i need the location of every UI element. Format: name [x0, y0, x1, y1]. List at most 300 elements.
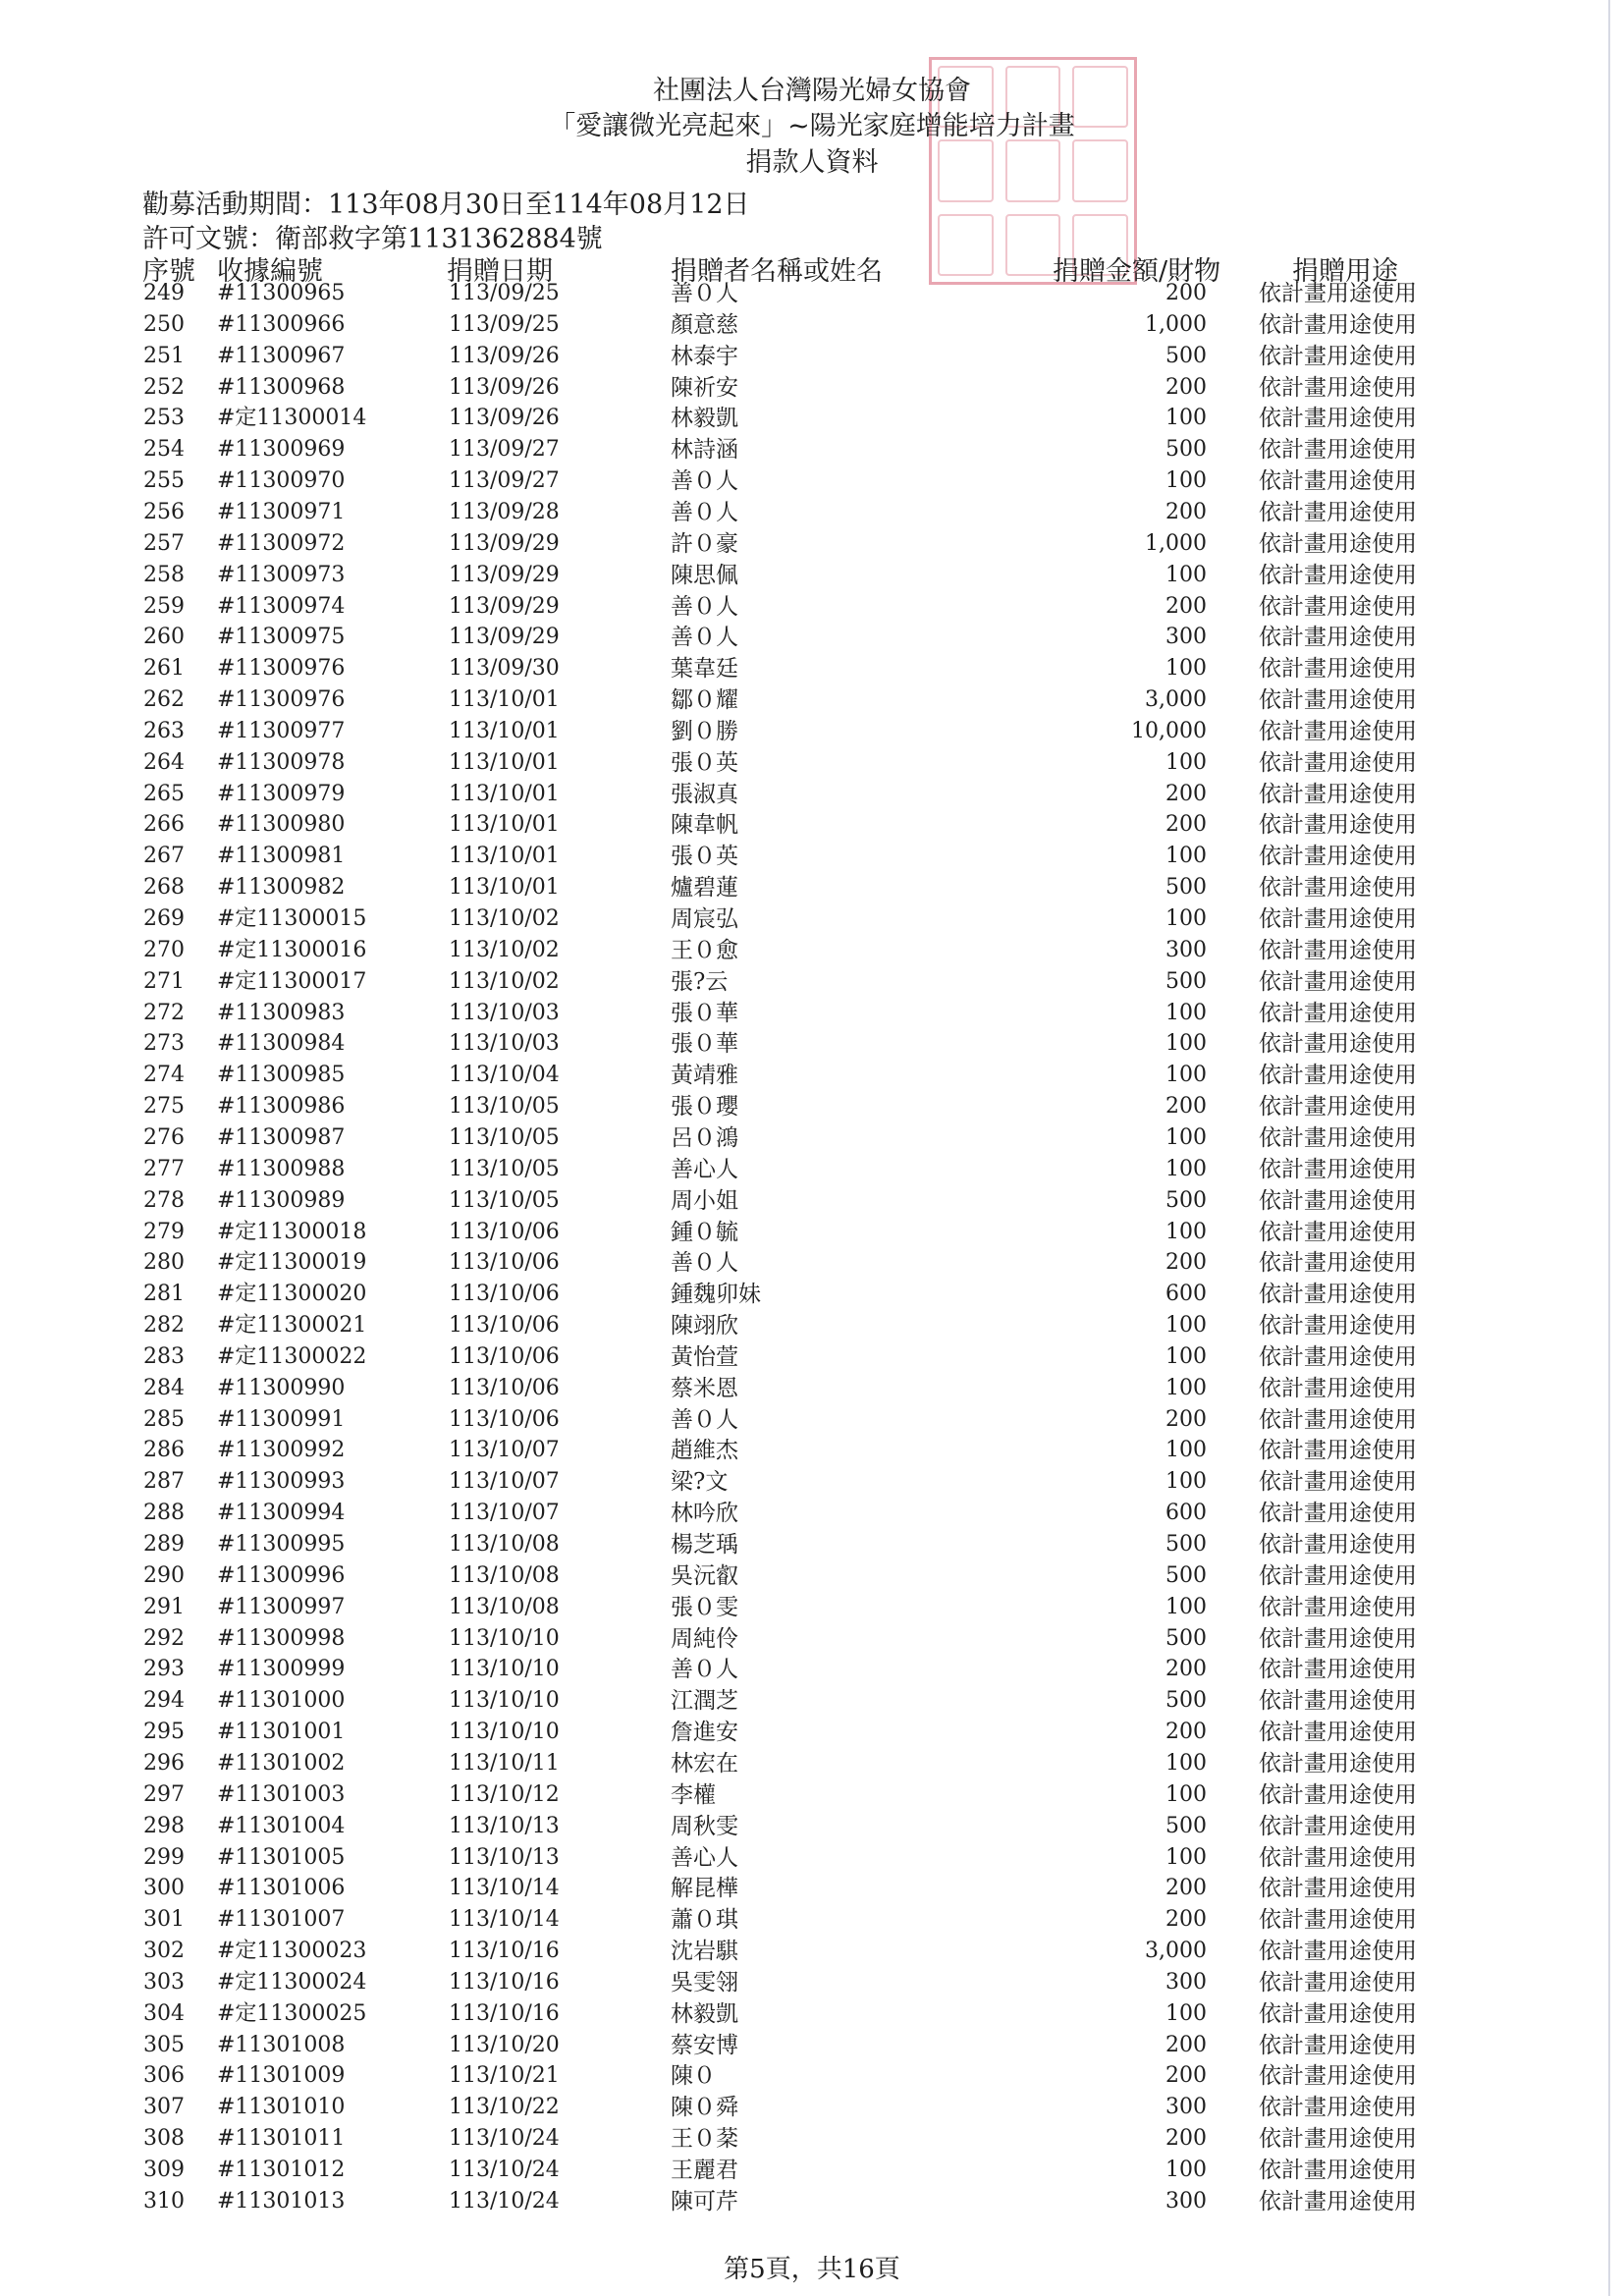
row-receipt-number: #11300990 — [217, 1375, 346, 1400]
row-donor-name: 善０人 — [671, 468, 738, 495]
row-seq: 289 — [143, 1532, 185, 1557]
row-seq: 282 — [143, 1313, 185, 1339]
row-seq: 258 — [143, 562, 185, 587]
row-usage: 依計畫用途使用 — [1259, 468, 1417, 495]
row-seq: 266 — [143, 812, 185, 838]
row-usage: 依計畫用途使用 — [1259, 1844, 1417, 1871]
row-seq: 309 — [143, 2158, 185, 2182]
row-amount: 600 — [1165, 1282, 1207, 1307]
row-usage: 依計畫用途使用 — [1259, 687, 1417, 714]
row-donation-date: 113/10/21 — [449, 2063, 560, 2089]
table-row — [0, 809, 1624, 841]
table-row — [0, 1936, 1624, 1967]
row-receipt-number: #11300993 — [217, 1469, 346, 1495]
row-receipt-number: #定11300016 — [217, 937, 367, 962]
table-row — [0, 341, 1624, 372]
row-seq: 273 — [143, 1031, 185, 1057]
table-row — [0, 716, 1624, 747]
row-amount: 3,000 — [1145, 687, 1207, 713]
row-seq: 280 — [143, 1250, 185, 1276]
table-row — [0, 1154, 1624, 1185]
row-receipt-number: #11301008 — [217, 2032, 346, 2057]
row-donor-name: 爐碧蓮 — [671, 875, 738, 902]
row-usage: 依計畫用途使用 — [1259, 1187, 1417, 1214]
row-amount: 100 — [1165, 406, 1207, 431]
row-donor-name: 善０人 — [671, 593, 738, 620]
table-row — [0, 622, 1624, 653]
row-seq: 265 — [143, 781, 185, 806]
row-amount: 200 — [1165, 499, 1207, 524]
row-amount: 100 — [1165, 1219, 1207, 1244]
table-row — [0, 465, 1624, 497]
row-donation-date: 113/10/01 — [449, 718, 560, 743]
row-seq: 281 — [143, 1282, 185, 1307]
row-seq: 260 — [143, 625, 185, 650]
row-seq: 288 — [143, 1501, 185, 1526]
row-receipt-number: #11300995 — [217, 1532, 346, 1557]
page-footer: 第5頁，共16頁 — [724, 2255, 900, 2284]
row-donation-date: 113/09/26 — [449, 406, 560, 431]
row-donor-name: 鍾０毓 — [671, 1219, 738, 1245]
row-receipt-number: #11300996 — [217, 1562, 346, 1588]
table-row — [0, 528, 1624, 560]
table-row — [0, 841, 1624, 872]
table-row — [0, 1748, 1624, 1779]
table-row — [0, 1967, 1624, 1998]
row-donation-date: 113/09/25 — [449, 311, 560, 337]
table-row — [0, 2186, 1624, 2217]
row-donation-date: 113/10/01 — [449, 812, 560, 838]
row-donation-date: 113/09/26 — [449, 374, 560, 400]
row-amount: 100 — [1165, 2000, 1207, 2026]
row-donation-date: 113/09/26 — [449, 343, 560, 368]
row-donor-name: 善０人 — [671, 1250, 738, 1277]
row-seq: 261 — [143, 656, 185, 682]
row-receipt-number: #11300972 — [217, 530, 346, 556]
table-row — [0, 2092, 1624, 2123]
row-donation-date: 113/09/30 — [449, 656, 560, 682]
row-amount: 300 — [1165, 937, 1207, 962]
row-amount: 1,000 — [1145, 530, 1207, 556]
row-donor-name: 陳韋帆 — [671, 812, 738, 839]
row-donor-name: 林毅凱 — [671, 2000, 738, 2027]
row-receipt-number: #11300997 — [217, 1594, 346, 1619]
row-seq: 275 — [143, 1094, 185, 1120]
row-donation-date: 113/10/16 — [449, 1969, 560, 1995]
row-donation-date: 113/10/10 — [449, 1657, 560, 1682]
row-amount: 200 — [1165, 812, 1207, 838]
row-seq: 308 — [143, 2126, 185, 2152]
row-donation-date: 113/10/14 — [449, 1876, 560, 1901]
row-seq: 269 — [143, 906, 185, 931]
row-donor-name: 王０棻 — [671, 2126, 738, 2153]
row-receipt-number: #11300980 — [217, 812, 346, 838]
row-seq: 255 — [143, 468, 185, 494]
row-seq: 267 — [143, 844, 185, 869]
table-row — [0, 1904, 1624, 1936]
row-amount: 100 — [1165, 1031, 1207, 1057]
row-donation-date: 113/09/29 — [449, 530, 560, 556]
table-row — [0, 1592, 1624, 1623]
row-usage: 依計畫用途使用 — [1259, 2126, 1417, 2153]
row-donation-date: 113/09/28 — [449, 499, 560, 524]
row-receipt-number: #11301000 — [217, 1688, 346, 1714]
column-header-usage: 捐贈用途 — [1292, 256, 1398, 287]
row-usage: 依計畫用途使用 — [1259, 1282, 1417, 1308]
row-seq: 295 — [143, 1720, 185, 1745]
table-row — [0, 372, 1624, 404]
row-amount: 200 — [1165, 2032, 1207, 2057]
row-amount: 200 — [1165, 2126, 1207, 2152]
row-amount: 200 — [1165, 1250, 1207, 1276]
table-row — [0, 591, 1624, 623]
table-row — [0, 1560, 1624, 1592]
row-amount: 100 — [1165, 1750, 1207, 1776]
row-usage: 依計畫用途使用 — [1259, 311, 1417, 338]
row-donation-date: 113/10/01 — [449, 749, 560, 775]
table-row — [0, 1779, 1624, 1811]
row-usage: 依計畫用途使用 — [1259, 1750, 1417, 1777]
table-row — [0, 966, 1624, 998]
row-usage: 依計畫用途使用 — [1259, 781, 1417, 807]
row-usage: 依計畫用途使用 — [1259, 1094, 1417, 1121]
row-amount: 200 — [1165, 1720, 1207, 1745]
row-donor-name: 張０英 — [671, 844, 738, 870]
row-receipt-number: #11300991 — [217, 1406, 346, 1432]
table-row — [0, 684, 1624, 716]
row-receipt-number: #11300971 — [217, 499, 346, 524]
row-usage: 依計畫用途使用 — [1259, 1688, 1417, 1715]
row-receipt-number: #11300985 — [217, 1063, 346, 1088]
table-row — [0, 2030, 1624, 2061]
row-donation-date: 113/10/02 — [449, 906, 560, 931]
row-usage: 依計畫用途使用 — [1259, 1562, 1417, 1589]
row-usage: 依計畫用途使用 — [1259, 1939, 1417, 1965]
row-seq: 296 — [143, 1750, 185, 1776]
row-seq: 285 — [143, 1406, 185, 1432]
row-amount: 500 — [1165, 343, 1207, 368]
column-header-receipt: 收據編號 — [217, 256, 323, 287]
row-donor-name: 趙維杰 — [671, 1438, 738, 1464]
row-donation-date: 113/10/16 — [449, 2000, 560, 2026]
row-usage: 依計畫用途使用 — [1259, 906, 1417, 932]
row-donation-date: 113/10/20 — [449, 2032, 560, 2057]
row-receipt-number: #11300999 — [217, 1657, 346, 1682]
row-amount: 500 — [1165, 1532, 1207, 1557]
row-donation-date: 113/10/06 — [449, 1250, 560, 1276]
row-amount: 200 — [1165, 374, 1207, 400]
row-seq: 301 — [143, 1907, 185, 1933]
row-seq: 252 — [143, 374, 185, 400]
row-donor-name: 吳雯翎 — [671, 1969, 738, 1995]
table-row — [0, 1685, 1624, 1717]
table-row — [0, 2060, 1624, 2092]
row-receipt-number: #11300992 — [217, 1438, 346, 1463]
row-seq: 305 — [143, 2032, 185, 2057]
row-amount: 500 — [1165, 1625, 1207, 1651]
row-donor-name: 黃靖雅 — [671, 1063, 738, 1089]
column-header-date: 捐贈日期 — [447, 256, 553, 287]
row-donor-name: 陳翊欣 — [671, 1313, 738, 1339]
row-donation-date: 113/10/06 — [449, 1282, 560, 1307]
row-seq: 286 — [143, 1438, 185, 1463]
row-seq: 272 — [143, 1000, 185, 1025]
row-amount: 100 — [1165, 844, 1207, 869]
row-seq: 259 — [143, 593, 185, 619]
row-amount: 300 — [1165, 1969, 1207, 1995]
project-title: 「愛讓微光亮起來」~陽光家庭增能培力計畫 — [549, 111, 1075, 141]
row-donor-name: 蔡米恩 — [671, 1375, 738, 1401]
row-seq: 276 — [143, 1124, 185, 1150]
row-receipt-number: #11300975 — [217, 625, 346, 650]
table-row — [0, 497, 1624, 528]
row-amount: 10,000 — [1131, 718, 1207, 743]
row-donation-date: 113/10/05 — [449, 1156, 560, 1181]
row-donation-date: 113/09/29 — [449, 562, 560, 587]
row-receipt-number: #11301013 — [217, 2188, 346, 2214]
table-row — [0, 1310, 1624, 1341]
row-amount: 500 — [1165, 1187, 1207, 1213]
row-seq: 302 — [143, 1939, 185, 1964]
row-amount: 200 — [1165, 781, 1207, 806]
row-receipt-number: #11300989 — [217, 1187, 346, 1213]
table-row — [0, 434, 1624, 465]
row-amount: 200 — [1165, 1406, 1207, 1432]
table-row — [0, 309, 1624, 341]
row-amount: 100 — [1165, 1469, 1207, 1495]
row-donor-name: 林泰宇 — [671, 343, 738, 369]
row-seq: 291 — [143, 1594, 185, 1619]
row-seq: 299 — [143, 1844, 185, 1870]
row-seq: 254 — [143, 437, 185, 463]
row-usage: 依計畫用途使用 — [1259, 1501, 1417, 1527]
row-amount: 100 — [1165, 1844, 1207, 1870]
row-usage: 依計畫用途使用 — [1259, 2063, 1417, 2090]
row-receipt-number: #定11300020 — [217, 1282, 367, 1307]
row-donation-date: 113/10/13 — [449, 1844, 560, 1870]
fundraising-period: 勸募活動期間：113年08月30日至114年08月12日 — [142, 190, 750, 220]
row-usage: 依計畫用途使用 — [1259, 1876, 1417, 1902]
table-row — [0, 2155, 1624, 2186]
row-donation-date: 113/10/08 — [449, 1562, 560, 1588]
row-receipt-number: #11300982 — [217, 875, 346, 901]
row-seq: 263 — [143, 718, 185, 743]
row-donation-date: 113/09/27 — [449, 468, 560, 494]
row-receipt-number: #11300969 — [217, 437, 346, 463]
row-donor-name: 楊芝瑀 — [671, 1532, 738, 1558]
row-seq: 262 — [143, 687, 185, 713]
organization-title: 社團法人台灣陽光婦女協會 — [653, 76, 971, 106]
row-receipt-number: #11301011 — [217, 2126, 346, 2152]
row-donation-date: 113/09/27 — [449, 437, 560, 463]
table-row — [0, 1998, 1624, 2030]
row-donation-date: 113/10/10 — [449, 1720, 560, 1745]
row-amount: 100 — [1165, 1156, 1207, 1181]
row-seq: 264 — [143, 749, 185, 775]
row-seq: 279 — [143, 1219, 185, 1244]
row-amount: 100 — [1165, 1000, 1207, 1025]
row-amount: 100 — [1165, 906, 1207, 931]
row-amount: 100 — [1165, 1375, 1207, 1400]
row-amount: 500 — [1165, 437, 1207, 463]
row-donation-date: 113/10/11 — [449, 1750, 560, 1776]
row-usage: 依計畫用途使用 — [1259, 499, 1417, 525]
row-usage: 依計畫用途使用 — [1259, 1000, 1417, 1026]
row-receipt-number: #定11300023 — [217, 1939, 367, 1964]
row-usage: 依計畫用途使用 — [1259, 1969, 1417, 1995]
table-row — [0, 1373, 1624, 1404]
row-receipt-number: #11300976 — [217, 687, 346, 713]
table-row — [0, 1091, 1624, 1122]
row-receipt-number: #定11300018 — [217, 1219, 367, 1244]
row-donor-name: 江潤芝 — [671, 1688, 738, 1715]
row-seq: 253 — [143, 406, 185, 431]
table-row — [0, 1654, 1624, 1685]
row-seq: 268 — [143, 875, 185, 901]
table-row — [0, 403, 1624, 434]
row-donor-name: 李權 — [671, 1781, 716, 1808]
table-row — [0, 747, 1624, 779]
row-donor-name: 林宏在 — [671, 1750, 738, 1777]
row-usage: 依計畫用途使用 — [1259, 437, 1417, 464]
row-usage: 依計畫用途使用 — [1259, 1813, 1417, 1839]
row-receipt-number: #定11300019 — [217, 1250, 367, 1276]
row-usage: 依計畫用途使用 — [1259, 656, 1417, 683]
row-donor-name: 陳可芹 — [671, 2188, 738, 2214]
table-row — [0, 1060, 1624, 1091]
table-row — [0, 903, 1624, 935]
row-usage: 依計畫用途使用 — [1259, 1720, 1417, 1746]
row-amount: 3,000 — [1145, 1939, 1207, 1964]
row-receipt-number: #11300978 — [217, 749, 346, 775]
row-usage: 依計畫用途使用 — [1259, 1343, 1417, 1370]
row-donor-name: 許０豪 — [671, 530, 738, 557]
table-row — [0, 872, 1624, 903]
row-receipt-number: #11300967 — [217, 343, 346, 368]
row-donor-name: 陳祈安 — [671, 374, 738, 401]
row-receipt-number: #11301009 — [217, 2063, 346, 2089]
row-donor-name: 張淑真 — [671, 781, 738, 807]
row-usage: 依計畫用途使用 — [1259, 374, 1417, 401]
table-row — [0, 1435, 1624, 1466]
row-amount: 200 — [1165, 2063, 1207, 2089]
row-donation-date: 113/10/22 — [449, 2095, 560, 2120]
row-usage: 依計畫用途使用 — [1259, 1781, 1417, 1808]
row-donor-name: 張０雯 — [671, 1594, 738, 1620]
row-donation-date: 113/10/07 — [449, 1469, 560, 1495]
row-amount: 600 — [1165, 1501, 1207, 1526]
row-donation-date: 113/10/24 — [449, 2126, 560, 2152]
table-row — [0, 1185, 1624, 1217]
row-usage: 依計畫用途使用 — [1259, 875, 1417, 902]
row-amount: 200 — [1165, 1876, 1207, 1901]
row-usage: 依計畫用途使用 — [1259, 2032, 1417, 2058]
row-donor-name: 周純伶 — [671, 1625, 738, 1652]
table-row — [0, 1341, 1624, 1373]
row-seq: 297 — [143, 1781, 185, 1807]
row-donation-date: 113/10/01 — [449, 844, 560, 869]
row-seq: 310 — [143, 2188, 185, 2214]
row-amount: 100 — [1165, 1124, 1207, 1150]
table-row — [0, 560, 1624, 591]
row-donor-name: 解昆樺 — [671, 1876, 738, 1902]
row-seq: 270 — [143, 937, 185, 962]
row-amount: 200 — [1165, 281, 1207, 305]
row-seq: 283 — [143, 1343, 185, 1369]
row-seq: 249 — [143, 281, 185, 305]
row-donation-date: 113/10/04 — [449, 1063, 560, 1088]
row-donor-name: 呂０鴻 — [671, 1124, 738, 1151]
table-row — [0, 1623, 1624, 1655]
row-receipt-number: #11300994 — [217, 1501, 346, 1526]
row-receipt-number: #11300973 — [217, 562, 346, 587]
row-usage: 依計畫用途使用 — [1259, 281, 1417, 306]
row-usage: 依計畫用途使用 — [1259, 749, 1417, 776]
row-donor-name: 陳０ — [671, 2063, 716, 2090]
row-amount: 300 — [1165, 625, 1207, 650]
column-header-name: 捐贈者名稱或姓名 — [671, 256, 883, 287]
row-donor-name: 顏意慈 — [671, 311, 738, 338]
row-donation-date: 113/10/24 — [449, 2188, 560, 2214]
row-amount: 100 — [1165, 1594, 1207, 1619]
row-donor-name: 周小姐 — [671, 1187, 738, 1214]
row-receipt-number: #11300979 — [217, 781, 346, 806]
row-receipt-number: #11300966 — [217, 311, 346, 337]
row-donor-name: 周宸弘 — [671, 906, 738, 932]
row-usage: 依計畫用途使用 — [1259, 2188, 1417, 2214]
row-donor-name: 梁?文 — [671, 1469, 729, 1496]
row-seq: 290 — [143, 1562, 185, 1588]
row-usage: 依計畫用途使用 — [1259, 406, 1417, 432]
row-seq: 298 — [143, 1813, 185, 1838]
row-amount: 100 — [1165, 749, 1207, 775]
row-receipt-number: #11300970 — [217, 468, 346, 494]
row-donor-name: 林詩涵 — [671, 437, 738, 464]
row-amount: 300 — [1165, 2095, 1207, 2120]
row-donor-name: 蔡安博 — [671, 2032, 738, 2058]
row-donation-date: 113/10/12 — [449, 1781, 560, 1807]
row-donation-date: 113/10/05 — [449, 1187, 560, 1213]
row-donor-name: 林毅凱 — [671, 406, 738, 432]
row-donation-date: 113/10/14 — [449, 1907, 560, 1933]
row-usage: 依計畫用途使用 — [1259, 1469, 1417, 1496]
row-amount: 100 — [1165, 1313, 1207, 1339]
row-usage: 依計畫用途使用 — [1259, 2000, 1417, 2027]
row-receipt-number: #11301005 — [217, 1844, 346, 1870]
row-receipt-number: #定11300015 — [217, 906, 367, 931]
row-usage: 依計畫用途使用 — [1259, 844, 1417, 870]
row-usage: 依計畫用途使用 — [1259, 1438, 1417, 1464]
row-seq: 277 — [143, 1156, 185, 1181]
column-header-amount: 捐贈金額/財物 — [1053, 256, 1221, 287]
row-amount: 200 — [1165, 1657, 1207, 1682]
row-donation-date: 113/10/13 — [449, 1813, 560, 1838]
row-usage: 依計畫用途使用 — [1259, 1250, 1417, 1277]
row-receipt-number: #11300987 — [217, 1124, 346, 1150]
row-donation-date: 113/10/06 — [449, 1343, 560, 1369]
row-amount: 200 — [1165, 1907, 1207, 1933]
row-donation-date: 113/10/24 — [449, 2158, 560, 2182]
row-seq: 303 — [143, 1969, 185, 1995]
row-donor-name: 王麗君 — [671, 2158, 738, 2183]
row-amount: 500 — [1165, 1562, 1207, 1588]
row-donor-name: 詹進安 — [671, 1720, 738, 1746]
row-seq: 257 — [143, 530, 185, 556]
row-donor-name: 善０人 — [671, 625, 738, 651]
row-amount: 100 — [1165, 2158, 1207, 2182]
row-usage: 依計畫用途使用 — [1259, 1156, 1417, 1182]
row-amount: 100 — [1165, 562, 1207, 587]
